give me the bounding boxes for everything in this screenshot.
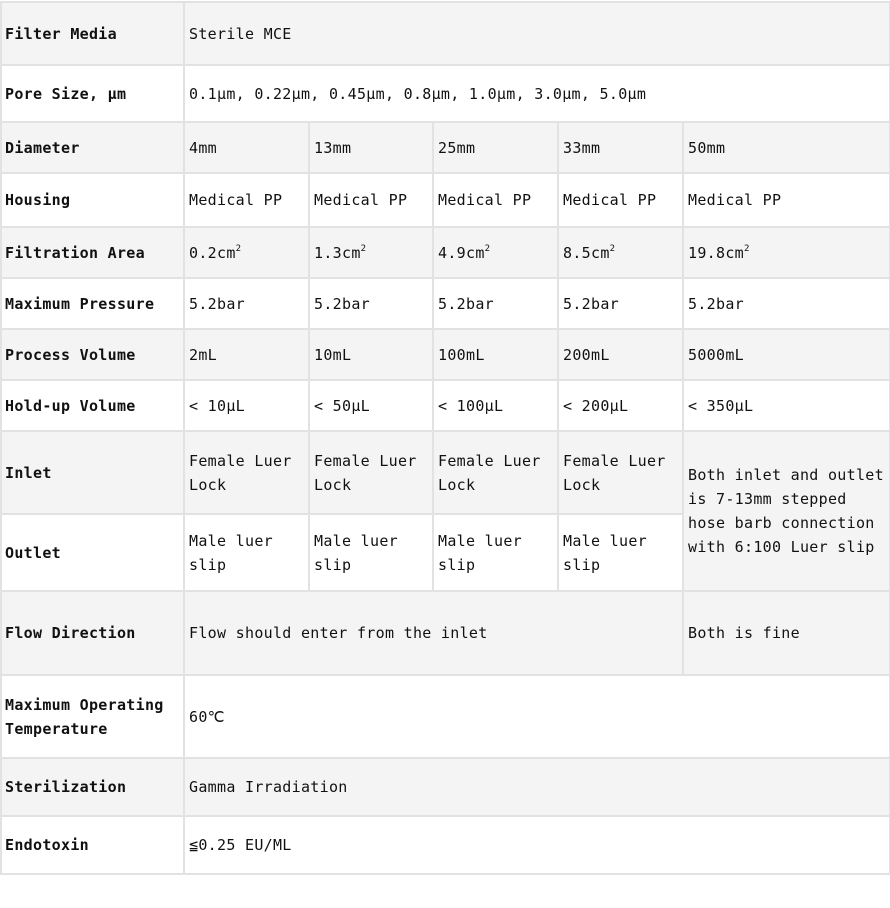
outlet-33mm: Male luer slip bbox=[558, 514, 683, 591]
row-process-volume bbox=[1, 329, 890, 380]
max-pressure-50mm: 5.2bar bbox=[683, 278, 890, 329]
flow-direction-value: Flow should enter from the inlet bbox=[184, 591, 683, 675]
filter-media-value: Sterile MCE bbox=[184, 2, 890, 65]
row-max-temperature bbox=[1, 675, 890, 758]
endotoxin-value: ≦0.25 EU/ML bbox=[184, 816, 890, 874]
sterilization-value: Gamma Irradiation bbox=[184, 758, 890, 816]
max-temp-label: Maximum Operating Temperature bbox=[1, 675, 184, 758]
pore-size-value: 0.1μm, 0.22μm, 0.45μm, 0.8μm, 1.0μm, 3.0μm, 5.0μm bbox=[184, 65, 890, 122]
area-unit-superscript: 2 bbox=[744, 243, 750, 254]
row-max-pressure bbox=[1, 278, 890, 329]
process-volume-4mm: 2mL bbox=[184, 329, 309, 380]
filtration-area-50mm bbox=[683, 227, 890, 278]
process-volume-33mm: 200mL bbox=[558, 329, 683, 380]
row-housing bbox=[1, 173, 890, 227]
outlet-13mm: Male luer slip bbox=[309, 514, 433, 591]
max-pressure-4mm: 5.2bar bbox=[184, 278, 309, 329]
holdup-volume-25mm: < 100μL bbox=[433, 380, 558, 431]
max-pressure-33mm: 5.2bar bbox=[558, 278, 683, 329]
housing-50mm: Medical PP bbox=[683, 173, 890, 227]
filter-media-label: Filter Media bbox=[1, 2, 184, 65]
area-value: 19.8cm bbox=[688, 243, 744, 262]
max-pressure-13mm: 5.2bar bbox=[309, 278, 433, 329]
flow-direction-label: Flow Direction bbox=[1, 591, 184, 675]
process-volume-50mm: 5000mL bbox=[683, 329, 890, 380]
row-filter-media bbox=[1, 2, 890, 65]
row-holdup-volume bbox=[1, 380, 890, 431]
housing-label: Housing bbox=[1, 173, 184, 227]
row-inlet bbox=[1, 431, 890, 514]
row-flow-direction bbox=[1, 591, 890, 675]
holdup-volume-13mm: < 50μL bbox=[309, 380, 433, 431]
housing-33mm: Medical PP bbox=[558, 173, 683, 227]
holdup-volume-label: Hold-up Volume bbox=[1, 380, 184, 431]
row-diameter bbox=[1, 122, 890, 173]
pore-size-label: Pore Size, μm bbox=[1, 65, 184, 122]
max-temp-value: 60℃ bbox=[184, 675, 890, 758]
holdup-volume-4mm: < 10μL bbox=[184, 380, 309, 431]
inlet-label: Inlet bbox=[1, 431, 184, 514]
inlet-25mm: Female Luer Lock bbox=[433, 431, 558, 514]
max-pressure-25mm: 5.2bar bbox=[433, 278, 558, 329]
area-value: 0.2cm bbox=[189, 243, 236, 262]
flow-direction-50mm: Both is fine bbox=[683, 591, 890, 675]
process-volume-25mm: 100mL bbox=[433, 329, 558, 380]
row-endotoxin bbox=[1, 816, 890, 874]
row-sterilization bbox=[1, 758, 890, 816]
diameter-label: Diameter bbox=[1, 122, 184, 173]
max-pressure-label: Maximum Pressure bbox=[1, 278, 184, 329]
process-volume-13mm: 10mL bbox=[309, 329, 433, 380]
inlet-33mm: Female Luer Lock bbox=[558, 431, 683, 514]
inlet-outlet-50mm: Both inlet and outlet is 7-13mm stepped hose barb connection with 6:100 Luer slip bbox=[683, 431, 890, 591]
outlet-25mm: Male luer slip bbox=[433, 514, 558, 591]
row-filtration-area bbox=[1, 227, 890, 278]
area-value: 8.5cm bbox=[563, 243, 610, 262]
housing-4mm: Medical PP bbox=[184, 173, 309, 227]
area-value: 4.9cm bbox=[438, 243, 485, 262]
outlet-4mm: Male luer slip bbox=[184, 514, 309, 591]
filtration-area-33mm bbox=[558, 227, 683, 278]
inlet-13mm: Female Luer Lock bbox=[309, 431, 433, 514]
holdup-volume-50mm: < 350μL bbox=[683, 380, 890, 431]
filtration-area-label: Filtration Area bbox=[1, 227, 184, 278]
holdup-volume-33mm: < 200μL bbox=[558, 380, 683, 431]
outlet-label: Outlet bbox=[1, 514, 184, 591]
diameter-4mm: 4mm bbox=[184, 122, 309, 173]
inlet-4mm: Female Luer Lock bbox=[184, 431, 309, 514]
area-unit-superscript: 2 bbox=[360, 243, 367, 254]
spec-table bbox=[0, 1, 890, 875]
process-volume-label: Process Volume bbox=[1, 329, 184, 380]
filtration-area-25mm bbox=[433, 227, 558, 278]
area-unit-superscript: 2 bbox=[484, 243, 491, 254]
housing-13mm: Medical PP bbox=[309, 173, 433, 227]
sterilization-label: Sterilization bbox=[1, 758, 184, 816]
filtration-area-4mm bbox=[184, 227, 309, 278]
row-pore-size bbox=[1, 65, 890, 122]
diameter-33mm: 33mm bbox=[558, 122, 683, 173]
area-unit-superscript: 2 bbox=[235, 243, 242, 254]
area-value: 1.3cm bbox=[314, 243, 361, 262]
diameter-50mm: 50mm bbox=[683, 122, 890, 173]
filtration-area-13mm bbox=[309, 227, 433, 278]
housing-25mm: Medical PP bbox=[433, 173, 558, 227]
diameter-25mm: 25mm bbox=[433, 122, 558, 173]
area-unit-superscript: 2 bbox=[609, 243, 616, 254]
diameter-13mm: 13mm bbox=[309, 122, 433, 173]
endotoxin-label: Endotoxin bbox=[1, 816, 184, 874]
